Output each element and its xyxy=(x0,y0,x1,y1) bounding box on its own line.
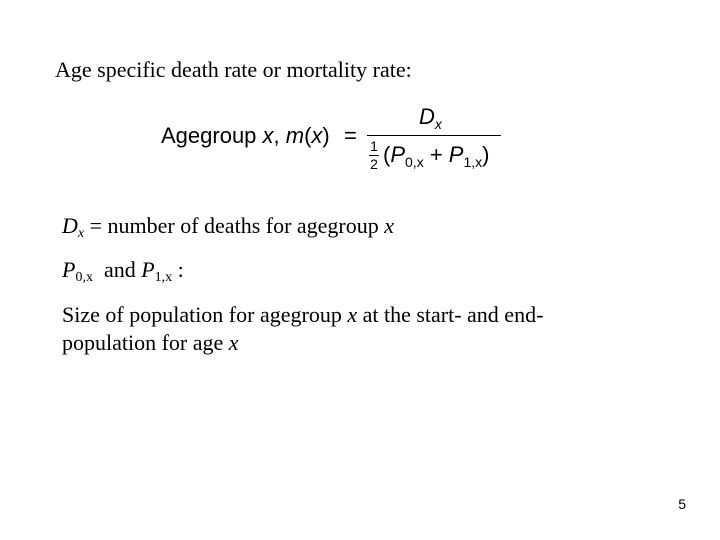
def-d-var-end: x xyxy=(384,213,395,238)
def-p-and: and xyxy=(92,257,142,282)
formula-numerator xyxy=(419,104,442,130)
def-p-sub2: 1,x xyxy=(154,270,173,285)
formula-lhs-open: ( xyxy=(304,123,312,148)
population-description xyxy=(62,301,622,357)
formula-lhs xyxy=(161,123,330,149)
desc-part2: at the start- and end-population for age xyxy=(62,302,544,355)
definition-population xyxy=(62,256,184,284)
formula-lhs-func: m xyxy=(285,123,305,148)
formula-lhs-text: Agegroup xyxy=(161,123,263,148)
half-denominator: 2 xyxy=(370,156,378,172)
den-var1: P xyxy=(390,142,406,167)
def-p-var1: P xyxy=(62,257,76,282)
slide-heading: Age specific death rate or mortality rate: xyxy=(55,57,412,82)
den-var2: P xyxy=(448,142,464,167)
formula-fraction xyxy=(367,102,501,182)
def-p-colon: : xyxy=(172,257,184,282)
den-close: ) xyxy=(482,142,490,167)
numerator-var: D xyxy=(419,104,435,129)
def-d-text: = number of deaths for agegroup xyxy=(84,213,385,238)
desc-var: x xyxy=(347,302,358,327)
den-sub1: 0,x xyxy=(405,154,424,170)
def-p-var2: P xyxy=(141,257,155,282)
page-number: 5 xyxy=(678,496,686,512)
formula-half xyxy=(367,139,381,172)
formula-lhs-var: x xyxy=(262,123,274,148)
definition-deaths xyxy=(62,212,394,240)
def-d-sub: x xyxy=(77,226,85,241)
fraction-bar xyxy=(367,135,501,136)
desc-part1: Size of population for agegroup xyxy=(62,302,348,327)
half-numerator: 1 xyxy=(370,138,378,154)
den-sub2: 1,x xyxy=(463,154,483,170)
formula-lhs-close: ) xyxy=(322,123,330,148)
def-d-var: D xyxy=(62,213,78,238)
def-p-sub1: 0,x xyxy=(75,270,93,285)
formula-lhs-arg: x xyxy=(311,123,323,148)
numerator-sub: x xyxy=(434,116,442,132)
den-open: ( xyxy=(383,142,391,167)
formula-equals: = xyxy=(344,123,357,148)
formula-lhs-comma: , xyxy=(273,123,286,148)
desc-var-end: x xyxy=(228,330,239,355)
den-plus: + xyxy=(423,142,449,167)
formula-denominator xyxy=(383,142,489,168)
